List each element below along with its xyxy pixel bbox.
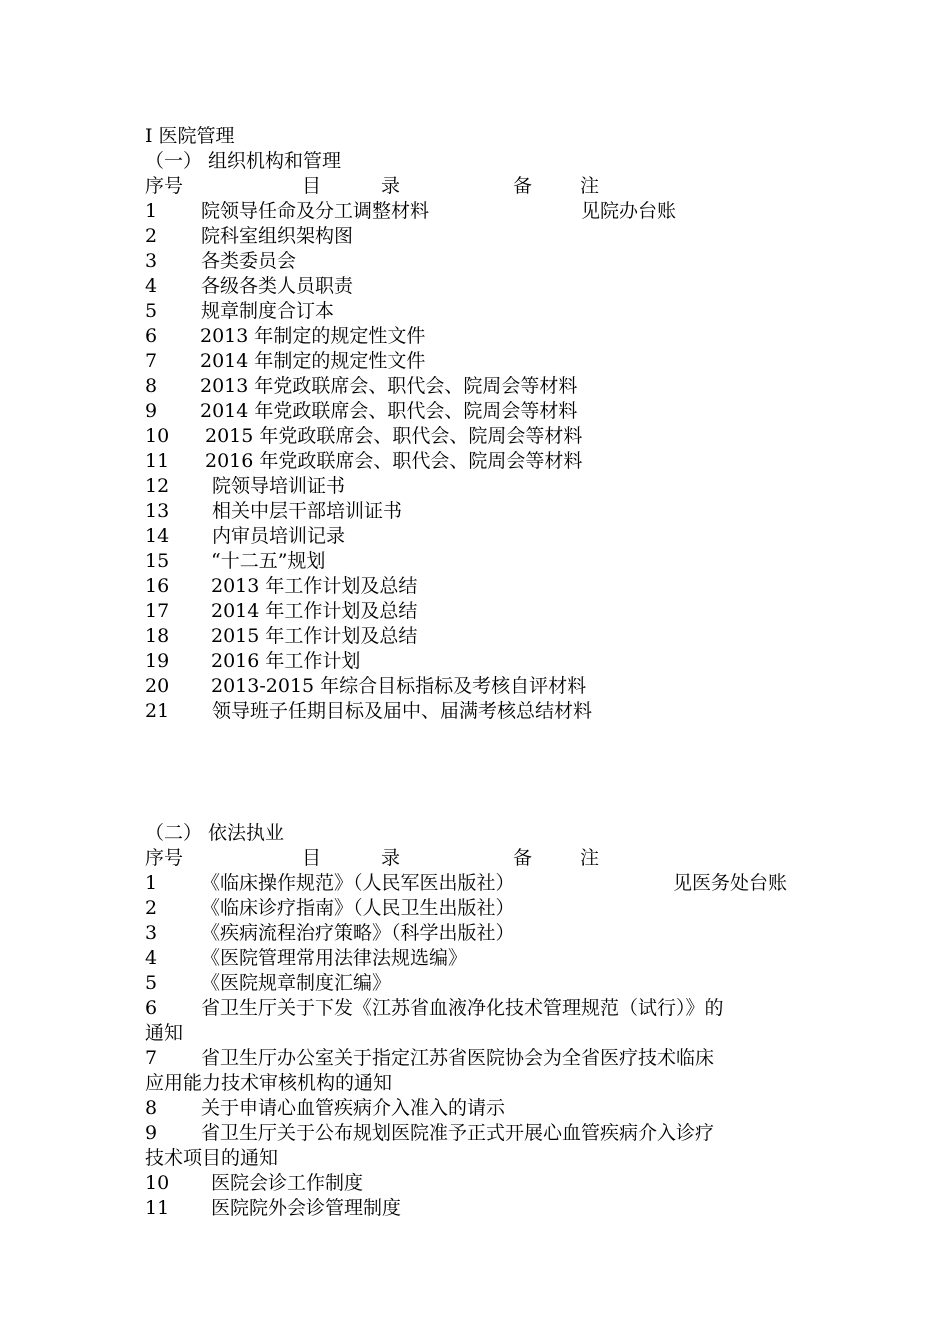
row-number: 9 [145,1122,158,1144]
list-item [145,871,810,896]
row-note: 见医务处台账 [673,872,788,894]
list-item [145,474,745,499]
section-title: Ⅰ 医院管理 [145,125,235,147]
header-bei: 备 [513,847,533,869]
list-item [145,424,745,449]
row-number: 14 [145,525,170,547]
list-item [145,699,745,724]
header-mu: 目 [302,847,322,869]
list-item-continuation: 应用能力技术审核机构的通知 [145,1072,393,1094]
row-number: 2 [145,225,158,247]
list-item-continuation: 通知 [145,1022,184,1044]
row-text: 2013-2015 年综合目标指标及考核自评材料 [211,675,587,697]
header-zhu: 注 [580,175,600,197]
row-number: 1 [145,872,158,894]
row-number: 3 [145,250,158,272]
list-item [145,299,745,324]
row-number: 5 [145,300,158,322]
row-text: 2016 年党政联席会、职代会、院周会等材料 [205,450,583,472]
header-lu: 录 [381,847,401,869]
row-number: 7 [145,1047,158,1069]
list-item [145,674,745,699]
row-number: 11 [145,1197,170,1219]
row-note: 见院办台账 [581,200,677,222]
row-text: 院科室组织架构图 [201,225,354,247]
list-item [145,1096,745,1121]
part2-heading: （二） 依法执业 [145,822,285,844]
row-text: 内审员培训记录 [212,525,346,547]
row-text: 2013 年党政联席会、职代会、院周会等材料 [200,375,578,397]
row-text: “十二五”规划 [211,550,326,572]
list-item [145,649,745,674]
row-number: 6 [145,997,158,1019]
row-text: 2016 年工作计划 [211,650,361,672]
row-number: 4 [145,275,158,297]
list-item [145,921,745,946]
row-text: 2013 年制定的规定性文件 [200,325,426,347]
list-item-continuation: 技术项目的通知 [145,1147,279,1169]
list-item [145,199,805,224]
header-lu: 录 [381,175,401,197]
row-number: 8 [145,1097,158,1119]
row-text: 《疾病流程治疗策略》（科学出版社） [201,922,515,944]
row-text: 各级各类人员职责 [201,275,354,297]
row-number: 17 [145,600,170,622]
row-text: 省卫生厅办公室关于指定江苏省医院协会为全省医疗技术临床 [201,1047,715,1069]
row-text: 省卫生厅关于公布规划医院准予正式开展心血管疾病介入诊疗 [201,1122,715,1144]
row-number: 1 [145,200,158,222]
list-item [145,274,745,299]
row-number: 6 [145,325,158,347]
list-item [145,549,745,574]
list-item [145,499,745,524]
row-number: 9 [145,400,158,422]
row-text: 《临床操作规范》（人民军医出版社） [201,872,515,894]
row-number: 18 [145,625,170,647]
row-text: 《医院规章制度汇编》 [201,972,392,994]
row-number: 4 [145,947,158,969]
part2-table-header [145,846,645,871]
list-item [145,896,745,921]
row-number: 11 [145,450,170,472]
row-text: 规章制度合订本 [201,300,335,322]
part1-table-header [145,174,645,199]
row-text: 2015 年党政联席会、职代会、院周会等材料 [205,425,583,447]
row-text: 院领导任命及分工调整材料 [201,200,430,222]
row-number: 10 [145,1172,170,1194]
row-number: 15 [145,550,170,572]
header-num: 序号 [145,847,184,869]
list-item [145,349,745,374]
list-item [145,1046,810,1071]
row-number: 13 [145,500,170,522]
header-bei: 备 [513,175,533,197]
row-number: 8 [145,375,158,397]
row-number: 21 [145,700,170,722]
list-item [145,1121,810,1146]
row-number: 12 [145,475,170,497]
row-text: 医院院外会诊管理制度 [211,1197,402,1219]
list-item [145,971,745,996]
row-text: 相关中层干部培训证书 [212,500,403,522]
row-text: 领导班子任期目标及届中、届满考核总结材料 [212,700,593,722]
header-mu: 目 [302,175,322,197]
row-text: 医院会诊工作制度 [211,1172,364,1194]
list-item [145,324,745,349]
row-text: 关于申请心血管疾病介入准入的请示 [201,1097,506,1119]
list-item [145,1196,745,1221]
list-item [145,1171,745,1196]
row-number: 10 [145,425,170,447]
list-item [145,449,745,474]
list-item [145,599,745,624]
header-zhu: 注 [580,847,600,869]
row-text: 《医院管理常用法律法规选编》 [201,947,468,969]
list-item [145,996,810,1021]
row-number: 7 [145,350,158,372]
part1-heading: （一） 组织机构和管理 [145,150,342,172]
row-number: 16 [145,575,170,597]
header-num: 序号 [145,175,184,197]
list-item [145,399,745,424]
list-item [145,624,745,649]
row-number: 3 [145,922,158,944]
row-text: 《临床诊疗指南》（人民卫生出版社） [201,897,515,919]
row-number: 19 [145,650,170,672]
row-number: 20 [145,675,170,697]
list-item [145,574,745,599]
list-item [145,249,745,274]
list-item [145,224,745,249]
row-text: 院领导培训证书 [212,475,346,497]
list-item [145,524,745,549]
list-item [145,374,745,399]
list-item [145,946,745,971]
row-text: 2014 年工作计划及总结 [211,600,418,622]
row-text: 2014 年制定的规定性文件 [200,350,426,372]
row-text: 2013 年工作计划及总结 [211,575,418,597]
row-number: 2 [145,897,158,919]
row-text: 2014 年党政联席会、职代会、院周会等材料 [200,400,578,422]
row-number: 5 [145,972,158,994]
row-text: 各类委员会 [201,250,297,272]
row-text: 省卫生厅关于下发《江苏省血液净化技术管理规范（试行）》的 [201,997,724,1019]
row-text: 2015 年工作计划及总结 [211,625,418,647]
